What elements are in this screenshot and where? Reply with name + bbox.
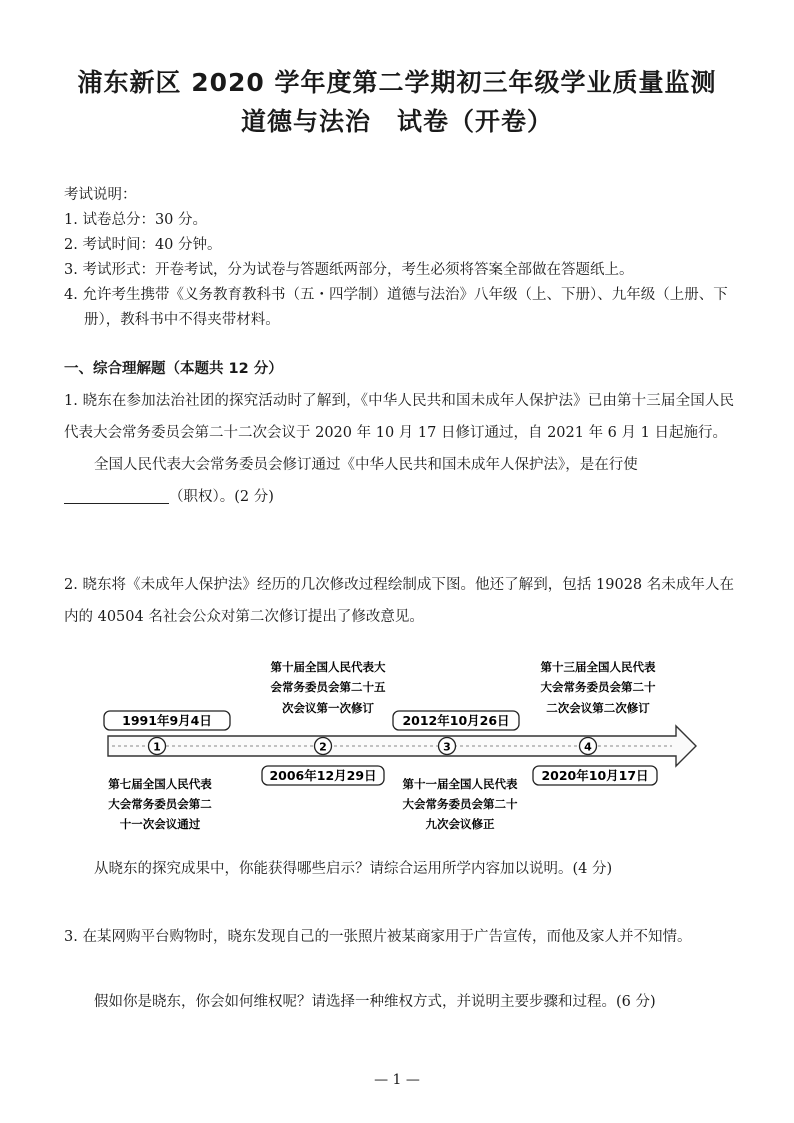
instruction-item-2: 2. 考试时间：40 分钟。 — [64, 237, 222, 253]
amendment-timeline — [0, 650, 794, 850]
instruction-item-4: 4. 允许考生携带《义务教育教科书（五・四学制）道德与法治》八年级（上、下册）、九年级（上册、下册），教科书中不得夹带材料。 — [64, 287, 728, 328]
timeline-desc-1a: 第七届全国人民代表 — [108, 777, 212, 791]
question-3-text: 3. 在某网购平台购物时，晓东发现自己的一张照片被某商家用于广告宣传，而他及家人并不知情。 — [64, 929, 692, 945]
question-1-text: 1. 晓东在参加法治社团的探究活动时了解到，《中华人民共和国未成年人保护法》已由第十三届全国人民代表大会常务委员会第二十二次会议于 2020 年 10 月 17 日修订通过，自 2021 年 6 月 1 日起施行。 — [64, 393, 734, 441]
timeline-desc-2a: 第十届全国人民代表大 — [270, 660, 386, 674]
timeline-desc-3a: 第十一届全国人民代表 — [402, 777, 518, 791]
timeline-desc-4c: 二次会议第二次修订 — [546, 701, 650, 715]
section-heading: 一、综合理解题（本题共 12 分） — [64, 361, 283, 377]
question-2-text: 2. 晓东将《未成年人保护法》经历的几次修改过程绘制成下图。他还了解到，包括 19028 名未成年人在内的 40504 名社会公众对第二次修订提出了修改意见。 — [64, 577, 734, 625]
exam-title-line1: 浦东新区 2020 学年度第二学期初三年级学业质量监测 — [77, 68, 717, 97]
timeline-desc-4a: 第十三届全国人民代表 — [540, 660, 656, 674]
instructions-heading: 考试说明： — [64, 187, 137, 203]
timeline-desc-3c: 九次会议修正 — [425, 817, 495, 831]
timeline-number-3: 3 — [443, 740, 451, 754]
page-number: — 1 — — [374, 1072, 420, 1088]
timeline-date-3: 2012年10月26日 — [402, 713, 510, 728]
exam-instructions — [64, 183, 744, 333]
timeline-desc-1b: 大会常务委员会第二 — [108, 797, 212, 811]
question-1-prompt-start: 全国人民代表大会常务委员会修订通过《中华人民共和国未成年人保护法》，是在行使 — [94, 457, 638, 473]
question-3-prompt: 假如你是晓东，你会如何维权呢？请选择一种维权方式，并说明主要步骤和过程。(6 分) — [94, 994, 656, 1010]
timeline-number-2: 2 — [319, 740, 327, 754]
answer-blank — [64, 485, 169, 504]
timeline-desc-4b: 大会常务委员会第二十 — [540, 680, 656, 694]
timeline-desc-1c: 十一次会议通过 — [119, 817, 201, 831]
timeline-date-4: 2020年10月17日 — [541, 768, 649, 783]
timeline-number-4: 4 — [584, 740, 592, 754]
timeline-date-2: 2006年12月29日 — [269, 768, 377, 783]
timeline-desc-2c: 次会议第一次修订 — [282, 701, 374, 715]
timeline-desc-2b: 会常务委员会第二十五 — [270, 680, 386, 694]
instruction-item-1: 1. 试卷总分：30 分。 — [64, 212, 208, 228]
timeline-date-1: 1991年9月4日 — [122, 713, 212, 728]
question-2-prompt: 从晓东的探究成果中，你能获得哪些启示？请综合运用所学内容加以说明。(4 分) — [94, 861, 613, 877]
instruction-item-3: 3. 考试形式：开卷考试，分为试卷与答题纸两部分，考生必须将答案全部做在答题纸上。 — [64, 262, 634, 278]
exam-title-line2: 道德与法治 试卷（开卷） — [240, 107, 553, 136]
question-1-prompt-end: （职权）。(2 分) — [169, 489, 274, 505]
question-1 — [64, 385, 734, 513]
timeline-number-1: 1 — [153, 740, 161, 754]
timeline-desc-3b: 大会常务委员会第二十 — [402, 797, 518, 811]
question-1-prompt — [64, 449, 734, 513]
